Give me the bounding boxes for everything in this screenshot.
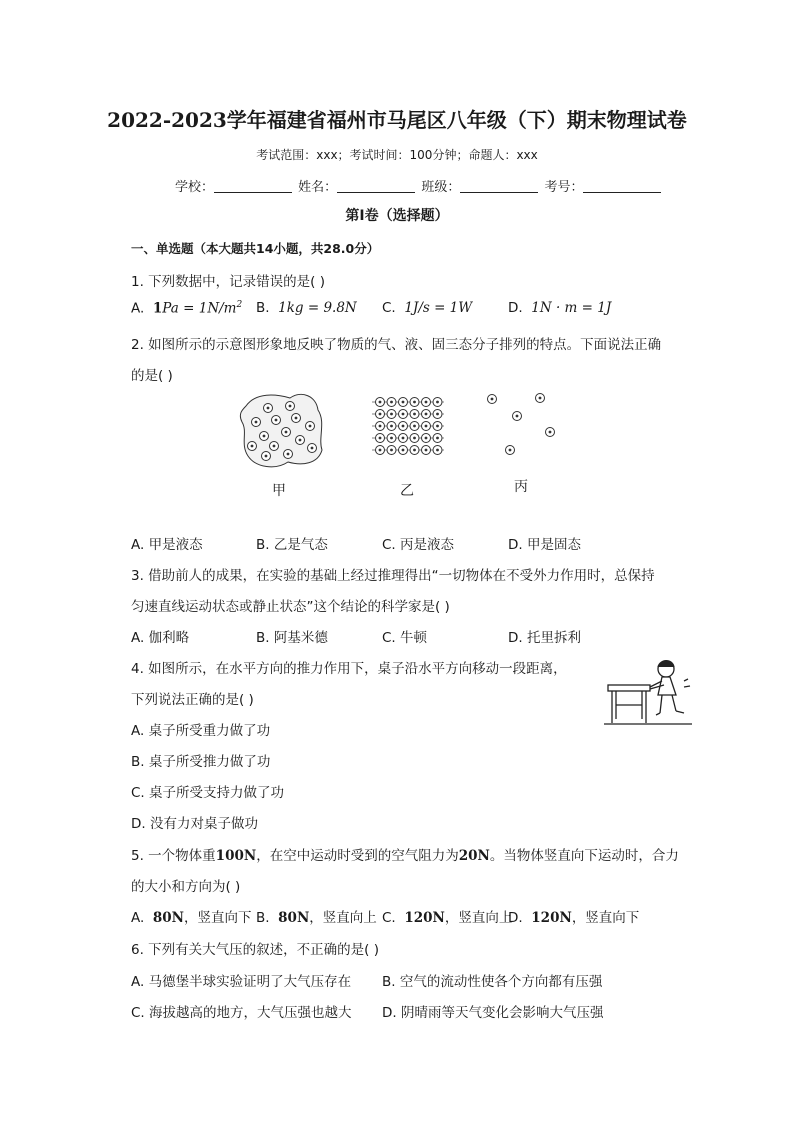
solid-molecule-core (379, 413, 382, 416)
solid-molecule-core (425, 425, 428, 428)
solid-molecule-core (379, 425, 382, 428)
q1-b-text: 1kg = 9.8N (278, 300, 357, 316)
q1-stem: 1. 下列数据中，记录错误的是( ) (131, 274, 325, 290)
volume-heading: 第I卷（选择题） (345, 208, 449, 224)
q1-option-d[interactable] (508, 300, 611, 316)
q6-option-a[interactable]: A. 马德堡半球实验证明了大气压存在 (131, 974, 352, 990)
q1-a-num1: 1 (152, 300, 163, 317)
q5-a-val: 80N (152, 910, 185, 926)
solid-molecule-core (425, 401, 428, 404)
q5-b-label: B. (256, 910, 270, 926)
figure-label-jia: 甲 (272, 483, 286, 499)
figure-label-yi: 乙 (400, 483, 414, 499)
solid-molecule-core (390, 401, 393, 404)
solid-molecule-core (436, 437, 439, 440)
q4-stem-line1: 4. 如图所示，在水平方向的推力作用下，桌子沿水平方向移动一段距离， (131, 661, 567, 677)
solid-molecule-core (425, 437, 428, 440)
q5-d-dir: ，竖直向下 (571, 910, 640, 926)
solid-molecule-core (402, 413, 405, 416)
q5-option-d[interactable] (508, 906, 639, 926)
q2-stem-line2: 的是( ) (131, 368, 173, 384)
solid-molecule-core (402, 425, 405, 428)
q5-b-val: 80N (278, 910, 310, 926)
q4-option-b[interactable]: B. 桌子所受推力做了功 (131, 754, 271, 770)
q1-option-c[interactable] (382, 300, 472, 316)
q5-a-dir: ，竖直向下 (184, 910, 252, 926)
q2-option-b[interactable]: B. 乙是气态 (256, 537, 328, 553)
q3-option-d[interactable]: D. 托里拆利 (508, 630, 581, 646)
q1-option-a[interactable] (131, 300, 242, 317)
q5-weight: 100N (215, 848, 257, 864)
q1-a-sup: 2 (236, 300, 243, 310)
solid-molecule-core (413, 425, 416, 428)
section-heading: 一、单选题（本大题共14小题，共28.0分） (131, 241, 380, 256)
solid-molecule-core (436, 425, 439, 428)
q4-option-c[interactable]: C. 桌子所受支持力做了功 (131, 785, 285, 801)
solid-molecule-core (390, 413, 393, 416)
q5-drag: 20N (458, 848, 490, 864)
q1-a-label: A. (131, 300, 145, 317)
liquid-molecules-figure (238, 388, 324, 470)
solid-molecule-core (379, 401, 382, 404)
q4-option-a[interactable]: A. 桌子所受重力做了功 (131, 723, 271, 739)
q5-s1: 5. 一个物体重 (131, 848, 216, 864)
q1-d-label: D. (508, 300, 523, 316)
q2-option-a[interactable]: A. 甲是液态 (131, 537, 203, 553)
q5-option-a[interactable] (131, 906, 252, 926)
class-label: 班级： (421, 180, 461, 195)
q5-a-label: A. (131, 910, 145, 926)
figure-label-bing: 丙 (514, 479, 528, 495)
q5-stem-line2: 的大小和方向为( ) (131, 879, 241, 895)
q2-stem-line1: 2. 如图所示的示意图形象地反映了物质的气、液、固三态分子排列的特点。下面说法正确 (131, 337, 662, 353)
q5-s3: 。当物体竖直向下运动时，合力 (489, 848, 679, 864)
q3-stem-line2: 匀速直线运动状态或静止状态”这个结论的科学家是( ) (131, 599, 450, 615)
school-blank[interactable] (214, 180, 292, 193)
exam-number-blank[interactable] (583, 180, 661, 193)
gas-molecules-figure (482, 390, 562, 460)
solid-molecule-core (379, 437, 382, 440)
q1-c-label: C. (382, 300, 396, 316)
name-blank[interactable] (337, 180, 415, 193)
q2-option-d[interactable]: D. 甲是固态 (508, 537, 581, 553)
q5-option-c[interactable] (382, 906, 512, 926)
q5-option-b[interactable] (256, 906, 377, 926)
solid-molecule-core (436, 413, 439, 416)
solid-molecule-core (390, 449, 393, 452)
solid-molecule-core (413, 449, 416, 452)
q5-d-val: 120N (531, 910, 572, 926)
q5-c-dir: ，竖直向上 (444, 910, 513, 926)
solid-molecule-core (390, 425, 393, 428)
solid-molecule-core (402, 437, 405, 440)
q1-d-text: 1N · m = 1J (531, 300, 612, 316)
solid-molecule-core (379, 449, 382, 452)
school-label: 学校： (175, 180, 215, 195)
q1-a-eq: = 1 (178, 300, 208, 317)
q3-option-c[interactable]: C. 牛顿 (382, 630, 428, 646)
q5-c-val: 120N (404, 910, 445, 926)
q6-option-d[interactable]: D. 阴晴雨等天气变化会影响大气压强 (382, 1005, 604, 1021)
q5-stem-line1 (131, 844, 679, 864)
q5-s2: ，在空中运动时受到的空气阻力为 (256, 848, 459, 864)
q3-option-b[interactable]: B. 阿基米德 (256, 630, 328, 646)
name-label: 姓名： (298, 180, 338, 195)
solid-molecules-figure (372, 394, 444, 458)
solid-molecule-core (390, 437, 393, 440)
solid-molecule-core (413, 401, 416, 404)
q3-stem-line1: 3. 借助前人的成果，在实验的基础上经过推理得出“一切物体在不受外力作用时，总保持 (131, 568, 655, 584)
class-blank[interactable] (460, 180, 538, 193)
exam-title: 2022-2023学年福建省福州市马尾区八年级（下）期末物理试卷 (107, 108, 687, 132)
q1-b-label: B. (256, 300, 270, 316)
q1-a-unit2: N/m (207, 300, 237, 317)
q4-option-d[interactable]: D. 没有力对桌子做功 (131, 816, 258, 832)
q1-a-unit1: Pa (162, 300, 179, 317)
solid-molecule-core (413, 437, 416, 440)
q1-option-b[interactable] (256, 300, 357, 316)
solid-molecule-core (436, 401, 439, 404)
q6-option-b[interactable]: B. 空气的流动性使各个方向都有压强 (382, 974, 603, 990)
girl-pushing-table-figure (604, 655, 694, 727)
solid-molecule-core (425, 413, 428, 416)
student-info-row (175, 176, 663, 195)
exam-number-label: 考号： (544, 180, 584, 195)
exam-subtitle: 考试范围：xxx；考试时间：100分钟；命题人：xxx (256, 148, 538, 162)
solid-molecule-core (425, 449, 428, 452)
solid-molecule-core (402, 401, 405, 404)
q4-stem-line2: 下列说法正确的是( ) (131, 692, 254, 708)
solid-molecule-core (413, 413, 416, 416)
q5-d-label: D. (508, 910, 523, 926)
q5-b-dir: ，竖直向上 (309, 910, 377, 926)
q3-option-a[interactable]: A. 伽利略 (131, 630, 190, 646)
solid-molecule-core (436, 449, 439, 452)
q5-c-label: C. (382, 910, 396, 926)
solid-molecule-core (402, 449, 405, 452)
q6-option-c[interactable]: C. 海拔越高的地方，大气压强也越大 (131, 1005, 352, 1021)
q2-option-c[interactable]: C. 丙是液态 (382, 537, 455, 553)
q1-c-text: 1J/s = 1W (404, 300, 473, 316)
q6-stem: 6. 下列有关大气压的叙述，不正确的是( ) (131, 942, 379, 958)
